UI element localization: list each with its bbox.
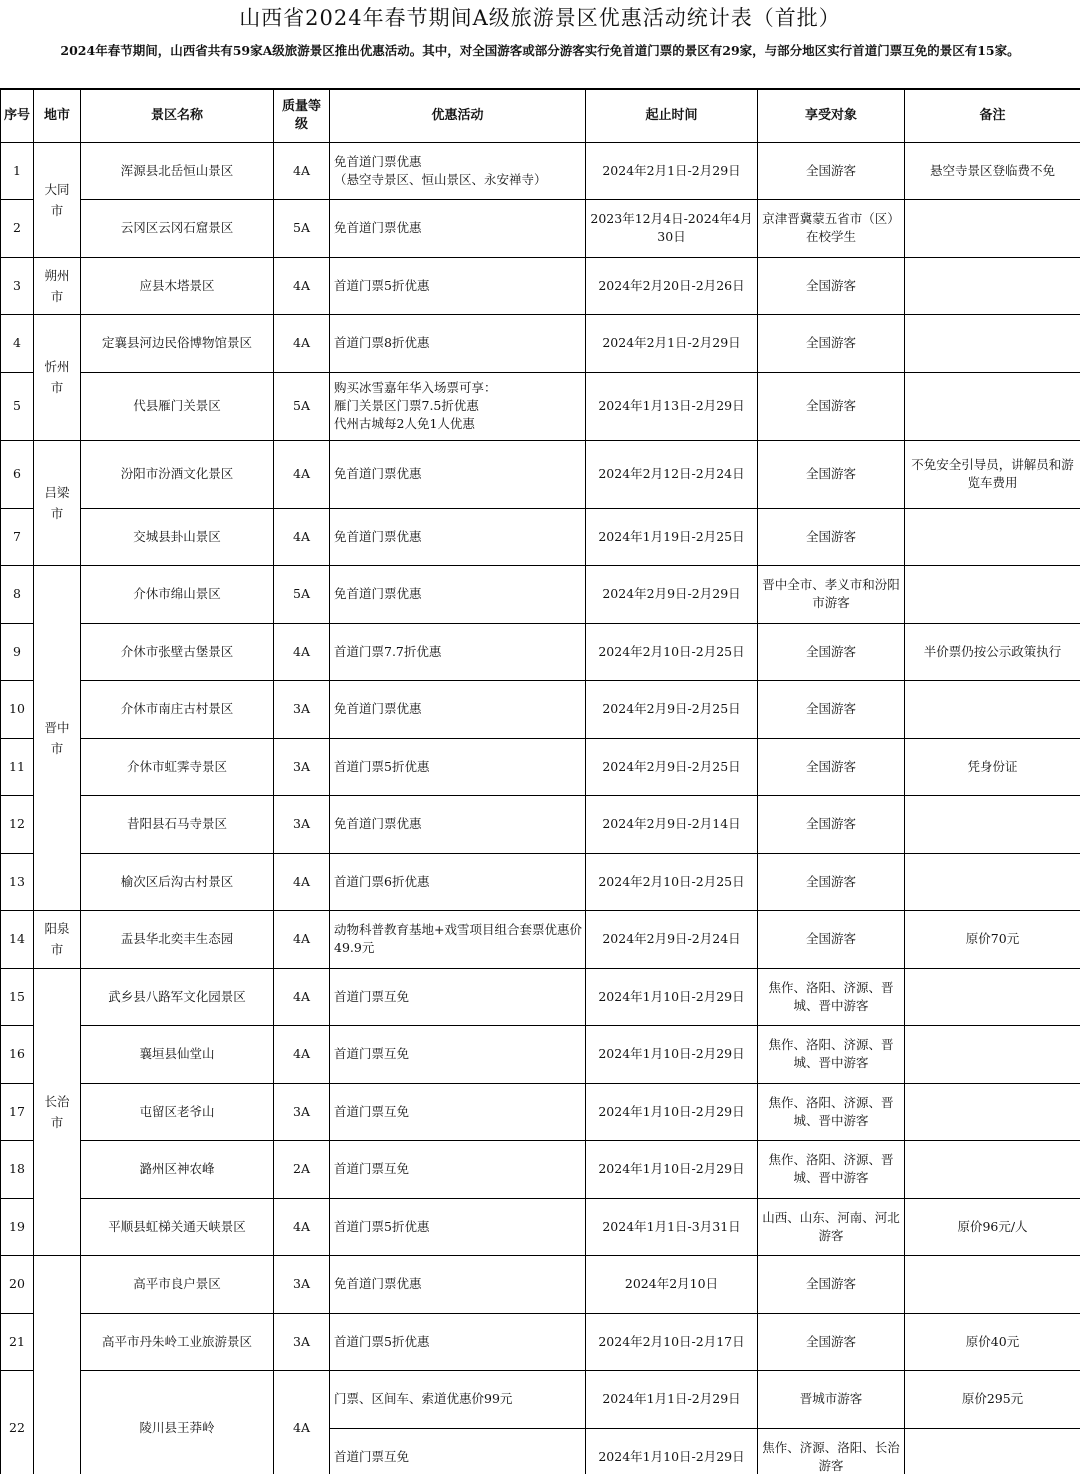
cell-target: 全国游客 xyxy=(758,681,905,739)
cell-period: 2024年1月10日-2月29日 xyxy=(586,1026,758,1084)
cell-period: 2024年2月12日-2月24日 xyxy=(586,440,758,508)
cell-period: 2024年1月10日-2月29日 xyxy=(586,1141,758,1199)
table-row xyxy=(1,623,1080,681)
cell-period: 2024年2月10日-2月17日 xyxy=(586,1313,758,1371)
cell-target: 全国游客 xyxy=(758,372,905,440)
cell-no: 18 xyxy=(1,1141,34,1199)
cell-level: 3A xyxy=(274,738,330,796)
cell-note: 半价票仍按公示政策执行 xyxy=(905,623,1080,681)
cell-city xyxy=(34,911,81,969)
cell-city xyxy=(34,968,81,1256)
cell-no: 9 xyxy=(1,623,34,681)
cell-target: 全国游客 xyxy=(758,1256,905,1314)
cell-activity xyxy=(330,508,586,566)
activity-text: 首道门票5折优惠 xyxy=(334,277,430,293)
cell-level: 4A xyxy=(274,1198,330,1256)
cell-level: 4A xyxy=(274,315,330,373)
cell-period: 2024年2月9日-2月29日 xyxy=(586,566,758,624)
table-row xyxy=(1,738,1080,796)
cell-note xyxy=(905,1026,1080,1084)
table-row xyxy=(1,1371,1080,1429)
cell-target: 全国游客 xyxy=(758,257,905,315)
cell-city xyxy=(34,566,81,911)
cell-level: 3A xyxy=(274,1256,330,1314)
cell-target: 焦作、洛阳、济源、晋城、晋中游客 xyxy=(758,968,905,1026)
cell-no: 20 xyxy=(1,1256,34,1314)
table-row xyxy=(1,257,1080,315)
cell-name: 榆次区后沟古村景区 xyxy=(81,853,274,911)
cell-level: 4A xyxy=(274,1371,330,1474)
header-city: 地市 xyxy=(34,89,81,142)
cell-name: 浑源县北岳恒山景区 xyxy=(81,142,274,200)
cell-target: 全国游客 xyxy=(758,1313,905,1371)
cell-no: 14 xyxy=(1,911,34,969)
cell-period: 2024年1月1日-2月29日 xyxy=(586,1371,758,1429)
activity-text: 门票、区间车、索道优惠价99元 xyxy=(334,1391,513,1407)
cell-target: 全国游客 xyxy=(758,623,905,681)
activity-text: 购买冰雪嘉年华入场票可享： 雁门关景区门票7.5折优惠 代州古城每2人免1人优惠 xyxy=(334,380,497,431)
cell-target: 全国游客 xyxy=(758,853,905,911)
cell-level: 5A xyxy=(274,566,330,624)
cell-period: 2024年2月9日-2月25日 xyxy=(586,681,758,739)
cell-no: 15 xyxy=(1,968,34,1026)
cell-level: 4A xyxy=(274,911,330,969)
cell-activity xyxy=(330,1256,586,1314)
table-row xyxy=(1,508,1080,566)
table-row xyxy=(1,968,1080,1026)
activity-text: 免首道门票优惠 xyxy=(334,220,422,236)
cell-period: 2024年2月10日 xyxy=(586,1256,758,1314)
cell-no: 1 xyxy=(1,142,34,200)
city-name: 忻州 市 xyxy=(44,359,70,396)
cell-activity xyxy=(330,968,586,1026)
table-row xyxy=(1,200,1080,258)
cell-target: 焦作、洛阳、济源、晋城、晋中游客 xyxy=(758,1083,905,1141)
table-row xyxy=(1,315,1080,373)
cell-note xyxy=(905,200,1080,258)
activity-text: 首道门票互免 xyxy=(334,1103,410,1119)
cell-no: 12 xyxy=(1,796,34,854)
cell-note xyxy=(905,566,1080,624)
activity-text: 首道门票7.7折优惠 xyxy=(334,643,442,659)
cell-level: 5A xyxy=(274,372,330,440)
cell-target: 山西、山东、河南、河北游客 xyxy=(758,1198,905,1256)
cell-activity xyxy=(330,372,586,440)
header-name: 景区名称 xyxy=(81,89,274,142)
cell-target: 全国游客 xyxy=(758,440,905,508)
cell-level: 4A xyxy=(274,1026,330,1084)
cell-name: 襄垣县仙堂山 xyxy=(81,1026,274,1084)
cell-target: 京津晋冀蒙五省市（区）在校学生 xyxy=(758,200,905,258)
cell-note xyxy=(905,1141,1080,1199)
cell-target: 晋城市游客 xyxy=(758,1371,905,1429)
table-row xyxy=(1,681,1080,739)
cell-note xyxy=(905,372,1080,440)
cell-note xyxy=(905,1256,1080,1314)
header-activity: 优惠活动 xyxy=(330,89,586,142)
table-row xyxy=(1,796,1080,854)
cell-note xyxy=(905,1083,1080,1141)
activity-text: 首道门票5折优惠 xyxy=(334,758,430,774)
cell-no: 7 xyxy=(1,508,34,566)
cell-period: 2024年2月20日-2月26日 xyxy=(586,257,758,315)
cell-activity xyxy=(330,738,586,796)
cell-period: 2023年12月4日-2024年4月30日 xyxy=(586,200,758,258)
cell-period: 2024年2月9日-2月24日 xyxy=(586,911,758,969)
cell-target: 全国游客 xyxy=(758,508,905,566)
cell-name: 武乡县八路军文化园景区 xyxy=(81,968,274,1026)
promotion-table xyxy=(0,88,1080,1474)
cell-level: 3A xyxy=(274,796,330,854)
cell-activity xyxy=(330,853,586,911)
cell-activity xyxy=(330,1198,586,1256)
cell-no: 17 xyxy=(1,1083,34,1141)
cell-activity xyxy=(330,623,586,681)
cell-level: 5A xyxy=(274,200,330,258)
cell-no: 19 xyxy=(1,1198,34,1256)
cell-name: 应县木塔景区 xyxy=(81,257,274,315)
cell-note xyxy=(905,968,1080,1026)
cell-activity xyxy=(330,1428,586,1474)
cell-no: 11 xyxy=(1,738,34,796)
cell-target: 全国游客 xyxy=(758,142,905,200)
cell-target: 焦作、济源、洛阳、长治游客 xyxy=(758,1428,905,1474)
cell-name: 汾阳市汾酒文化景区 xyxy=(81,440,274,508)
table-header-row xyxy=(1,89,1080,142)
cell-name: 介休市南庄古村景区 xyxy=(81,681,274,739)
cell-name: 平顺县虹梯关通天峡景区 xyxy=(81,1198,274,1256)
header-level: 质量等级 xyxy=(274,89,330,142)
activity-text: 首道门票互免 xyxy=(334,988,410,1004)
table-row xyxy=(1,372,1080,440)
cell-period: 2024年1月10日-2月29日 xyxy=(586,968,758,1026)
cell-target: 焦作、洛阳、济源、晋城、晋中游客 xyxy=(758,1026,905,1084)
cell-name: 潞州区神农峰 xyxy=(81,1141,274,1199)
cell-period: 2024年1月19日-2月25日 xyxy=(586,508,758,566)
cell-activity xyxy=(330,257,586,315)
cell-target: 全国游客 xyxy=(758,911,905,969)
cell-name: 云冈区云冈石窟景区 xyxy=(81,200,274,258)
activity-text: 免首道门票优惠 xyxy=(334,1276,422,1292)
cell-note: 原价295元 xyxy=(905,1371,1080,1429)
activity-text: 免首道门票优惠 xyxy=(334,586,422,602)
cell-activity xyxy=(330,440,586,508)
cell-name: 交城县卦山景区 xyxy=(81,508,274,566)
cell-city xyxy=(34,315,81,441)
header-note: 备注 xyxy=(905,89,1080,142)
cell-note xyxy=(905,796,1080,854)
cell-period: 2024年1月10日-2月29日 xyxy=(586,1428,758,1474)
cell-activity xyxy=(330,315,586,373)
table-row xyxy=(1,142,1080,200)
cell-activity xyxy=(330,142,586,200)
table-row xyxy=(1,440,1080,508)
cell-name: 定襄县河边民俗博物馆景区 xyxy=(81,315,274,373)
cell-note: 原价70元 xyxy=(905,911,1080,969)
cell-activity xyxy=(330,200,586,258)
cell-name: 高平市丹朱岭工业旅游景区 xyxy=(81,1313,274,1371)
city-name: 吕梁 市 xyxy=(44,484,70,521)
cell-period: 2024年2月10日-2月25日 xyxy=(586,623,758,681)
cell-note xyxy=(905,681,1080,739)
cell-level: 4A xyxy=(274,623,330,681)
cell-note: 悬空寺景区登临费不免 xyxy=(905,142,1080,200)
cell-activity xyxy=(330,1083,586,1141)
activity-text: 首道门票5折优惠 xyxy=(334,1333,430,1349)
cell-no: 21 xyxy=(1,1313,34,1371)
cell-activity xyxy=(330,911,586,969)
cell-note: 凭身份证 xyxy=(905,738,1080,796)
cell-note: 原价40元 xyxy=(905,1313,1080,1371)
city-name: 朔州 市 xyxy=(44,267,70,304)
cell-target: 全国游客 xyxy=(758,315,905,373)
table-row xyxy=(1,1083,1080,1141)
cell-level: 4A xyxy=(274,508,330,566)
activity-text: 动物科普教育基地+戏雪项目组合套票优惠价49.9元 xyxy=(334,922,582,956)
cell-city xyxy=(34,257,81,315)
city-name: 阳泉 市 xyxy=(44,921,70,958)
table-row xyxy=(1,1026,1080,1084)
cell-no: 13 xyxy=(1,853,34,911)
cell-activity xyxy=(330,681,586,739)
cell-no: 5 xyxy=(1,372,34,440)
activity-text: 免首道门票优惠 xyxy=(334,466,422,481)
activity-text: 首道门票8折优惠 xyxy=(334,335,430,351)
cell-activity xyxy=(330,1026,586,1084)
cell-period: 2024年1月1日-3月31日 xyxy=(586,1198,758,1256)
cell-period: 2024年2月9日-2月14日 xyxy=(586,796,758,854)
cell-activity xyxy=(330,1141,586,1199)
cell-no: 16 xyxy=(1,1026,34,1084)
activity-text: 免首道门票优惠 xyxy=(334,528,422,544)
cell-note xyxy=(905,853,1080,911)
cell-no: 2 xyxy=(1,200,34,258)
cell-no: 22 xyxy=(1,1371,34,1474)
cell-name: 介休市虹霁寺景区 xyxy=(81,738,274,796)
intro-paragraph: 2024年春节期间，山西省共有59家A级旅游景区推出优惠活动。其中，对全国游客或部分游客实行免首道门票的景区有29家，与部分地区实行首道门票互免的景区有15家。 xyxy=(60,43,1020,58)
cell-level: 3A xyxy=(274,681,330,739)
cell-note xyxy=(905,257,1080,315)
cell-no: 8 xyxy=(1,566,34,624)
city-name: 晋中 市 xyxy=(44,720,70,756)
cell-level: 3A xyxy=(274,1313,330,1371)
cell-level: 3A xyxy=(274,1083,330,1141)
table-row xyxy=(1,853,1080,911)
activity-text: 免首道门票优惠 （悬空寺景区、恒山景区、永安禅寺） xyxy=(334,153,547,187)
header-no: 序号 xyxy=(1,89,34,142)
city-name: 长治 市 xyxy=(44,1093,70,1130)
cell-city xyxy=(34,1256,81,1474)
cell-name: 介休市绵山景区 xyxy=(81,566,274,624)
cell-period: 2024年2月1日-2月29日 xyxy=(586,315,758,373)
activity-text: 免首道门票优惠 xyxy=(334,701,422,717)
cell-period: 2024年2月1日-2月29日 xyxy=(586,142,758,200)
cell-name: 陵川县王莽岭 xyxy=(81,1371,274,1474)
cell-activity xyxy=(330,1313,586,1371)
cell-no: 3 xyxy=(1,257,34,315)
header-period: 起止时间 xyxy=(586,89,758,142)
cell-name: 盂县华北奕丰生态园 xyxy=(81,911,274,969)
cell-no: 6 xyxy=(1,440,34,508)
cell-level: 4A xyxy=(274,257,330,315)
cell-level: 4A xyxy=(274,968,330,1026)
cell-target: 全国游客 xyxy=(758,738,905,796)
header-target: 享受对象 xyxy=(758,89,905,142)
cell-city xyxy=(34,142,81,257)
cell-target: 全国游客 xyxy=(758,796,905,854)
cell-name: 介休市张壁古堡景区 xyxy=(81,623,274,681)
table-row xyxy=(1,911,1080,969)
cell-activity xyxy=(330,796,586,854)
table-row xyxy=(1,566,1080,624)
cell-name: 屯留区老爷山 xyxy=(81,1083,274,1141)
cell-period: 2024年1月13日-2月29日 xyxy=(586,372,758,440)
activity-text: 首道门票6折优惠 xyxy=(334,873,430,889)
cell-target: 焦作、洛阳、济源、晋城、晋中游客 xyxy=(758,1141,905,1199)
cell-name: 代县雁门关景区 xyxy=(81,372,274,440)
cell-level: 4A xyxy=(274,142,330,200)
cell-level: 4A xyxy=(274,853,330,911)
cell-period: 2024年2月9日-2月25日 xyxy=(586,738,758,796)
cell-name: 高平市良户景区 xyxy=(81,1256,274,1314)
cell-no: 4 xyxy=(1,315,34,373)
table-row xyxy=(1,1141,1080,1199)
activity-text: 首道门票互免 xyxy=(334,1046,410,1062)
cell-activity xyxy=(330,566,586,624)
cell-note: 原价96元/人 xyxy=(905,1198,1080,1256)
cell-target: 晋中全市、孝义市和汾阳市游客 xyxy=(758,566,905,624)
table-row xyxy=(1,1313,1080,1371)
cell-note xyxy=(905,508,1080,566)
cell-name: 昔阳县石马寺景区 xyxy=(81,796,274,854)
city-name: 大同 市 xyxy=(44,181,70,218)
table-row xyxy=(1,1256,1080,1314)
cell-period: 2024年1月10日-2月29日 xyxy=(586,1083,758,1141)
activity-text: 首道门票互免 xyxy=(334,1448,410,1464)
activity-text: 首道门票互免 xyxy=(334,1161,410,1177)
cell-note xyxy=(905,1428,1080,1474)
cell-note xyxy=(905,315,1080,373)
cell-no: 10 xyxy=(1,681,34,739)
activity-text: 免首道门票优惠 xyxy=(334,816,422,832)
table-row xyxy=(1,1198,1080,1256)
cell-period: 2024年2月10日-2月25日 xyxy=(586,853,758,911)
cell-city xyxy=(34,440,81,566)
cell-level: 2A xyxy=(274,1141,330,1199)
cell-level: 4A xyxy=(274,440,330,508)
cell-note: 不免安全引导员，讲解员和游览车费用 xyxy=(905,440,1080,508)
activity-text: 首道门票5折优惠 xyxy=(334,1218,430,1234)
cell-activity xyxy=(330,1371,586,1429)
page-title: 山西省2024年春节期间A级旅游景区优惠活动统计表（首批） xyxy=(239,6,841,30)
